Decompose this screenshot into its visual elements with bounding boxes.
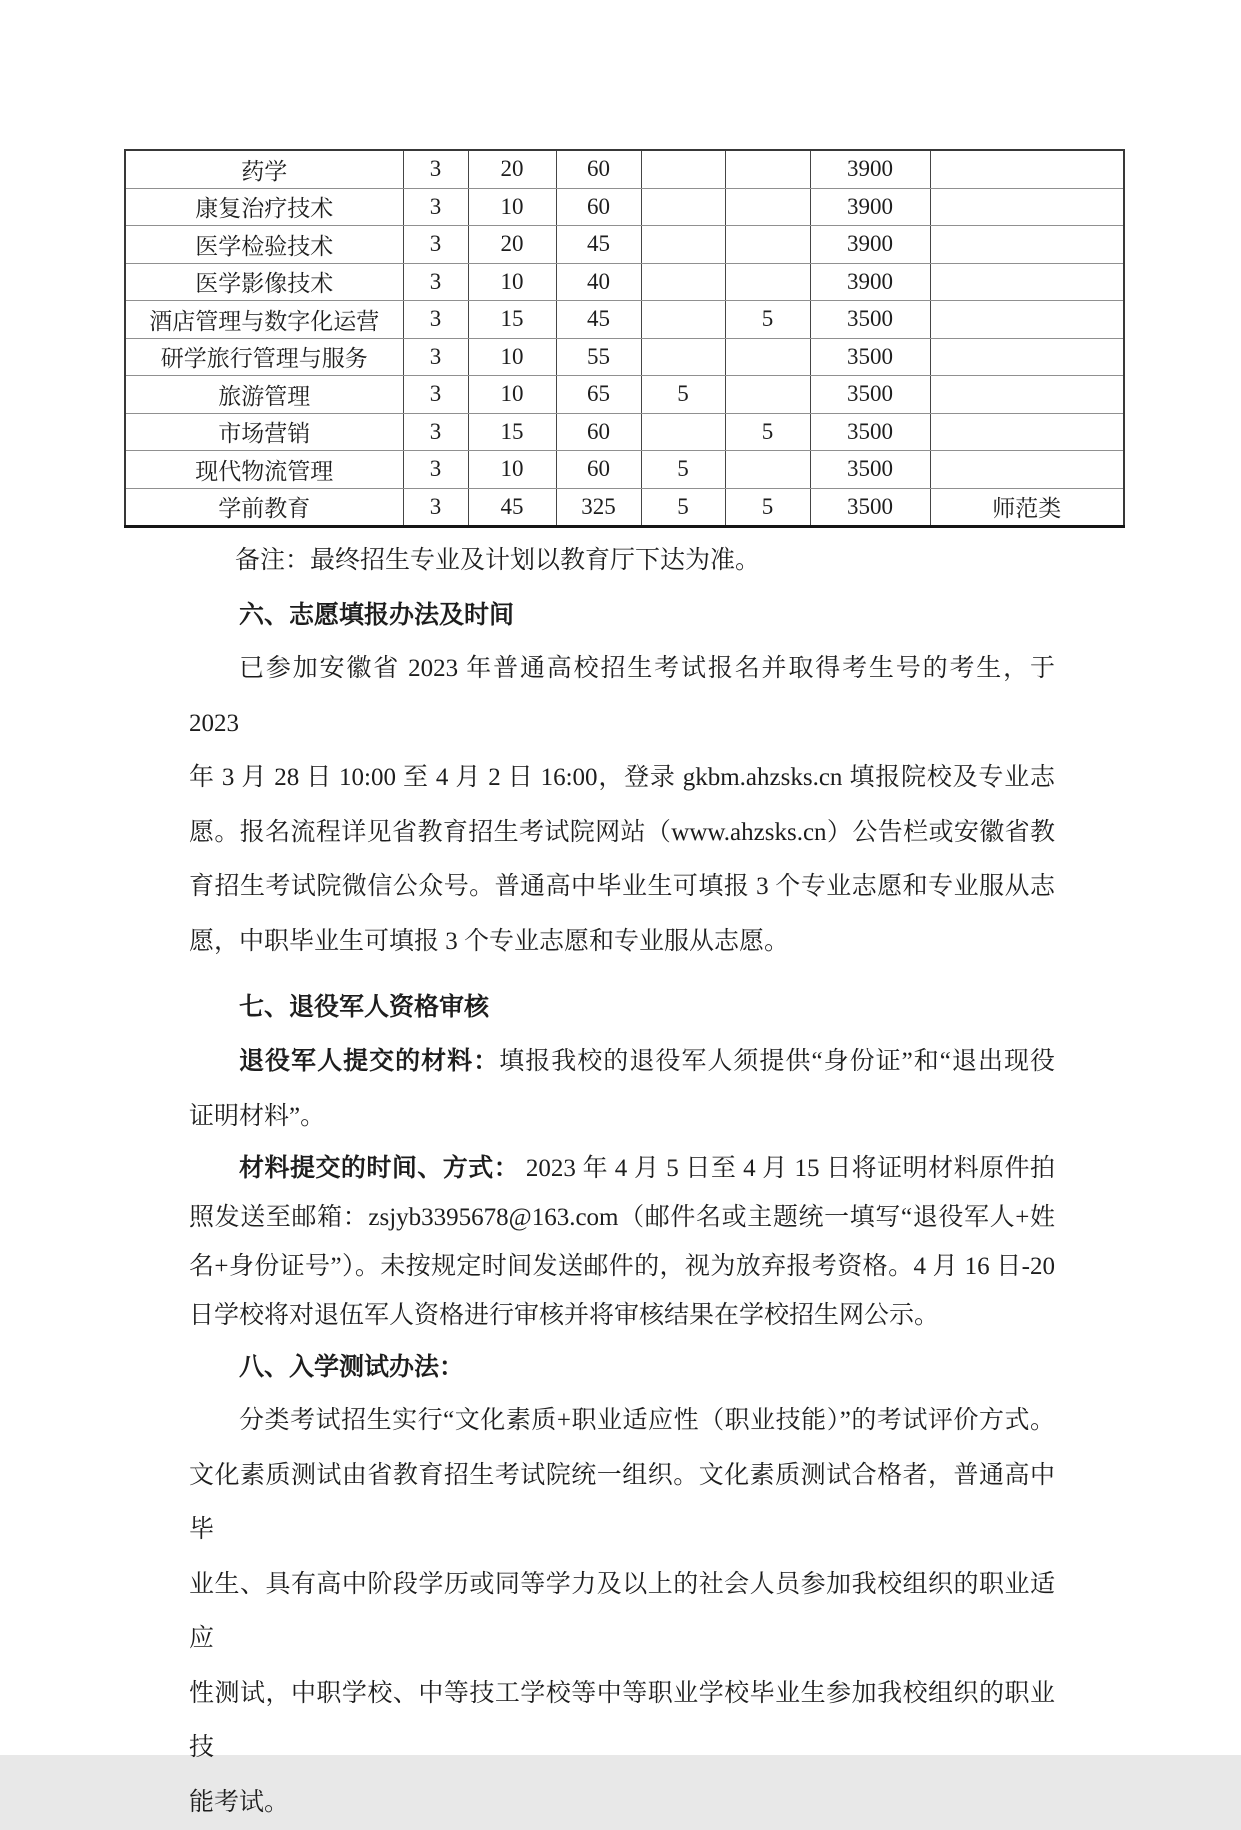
table-cell: 医学影像技术: [125, 263, 403, 301]
table-row: [125, 488, 1124, 527]
table-cell: [641, 301, 725, 339]
table-cell: 60: [556, 413, 641, 451]
table-cell: [930, 226, 1124, 264]
table-cell: [725, 188, 810, 226]
section-six: [189, 588, 1055, 969]
table-cell: 5: [641, 488, 725, 527]
table-cell: [641, 226, 725, 264]
admission-plan-table-body: [125, 150, 1124, 527]
table-cell: [725, 226, 810, 264]
text-line: 退役军人提交的材料：填报我校的退役军人须提供“身份证”和“退出现役: [189, 1034, 1055, 1090]
table-remark: 备注：最终招生专业及计划以教育厅下达为准。: [189, 534, 1055, 588]
text-line: 证明材料”。: [189, 1090, 1055, 1145]
table-cell: 5: [641, 376, 725, 414]
text-line: 分类考试招生实行“文化素质+职业适应性（职业技能）”的考试评价方式。: [189, 1394, 1055, 1449]
table-cell: 3900: [810, 150, 930, 188]
table-cell: [930, 376, 1124, 414]
table-row: [125, 263, 1124, 301]
table-cell: 医学检验技术: [125, 226, 403, 264]
table-cell: 65: [556, 376, 641, 414]
table-cell: 5: [725, 413, 810, 451]
table-cell: 3: [403, 263, 468, 301]
table-cell: [725, 263, 810, 301]
table-cell: 3: [403, 301, 468, 339]
table-cell: 5: [641, 451, 725, 489]
table-cell: [930, 413, 1124, 451]
table-cell: [725, 150, 810, 188]
text-line: 名+身份证号”）。未按规定时间发送邮件的，视为放弃报考资格。4 月 16 日-20: [189, 1242, 1055, 1291]
text-line: 照发送至邮箱：zsjyb3395678@163.com（邮件名或主题统一填写“退役军人+姓: [189, 1193, 1055, 1242]
text-line: 年 3 月 28 日 10:00 至 4 月 2 日 16:00，登录 gkbm.ahzsks.cn 填报院校及专业志: [189, 751, 1055, 806]
table-cell: [930, 150, 1124, 188]
section-seven: [189, 980, 1055, 1340]
text-line: 育招生考试院微信公众号。普通高中毕业生可填报 3 个专业志愿和专业服从志: [189, 860, 1055, 915]
table-cell: [725, 376, 810, 414]
table-row: [125, 301, 1124, 339]
section-eight: [189, 1340, 1055, 1830]
table-cell: 3: [403, 226, 468, 264]
table-cell: [930, 301, 1124, 339]
paragraph: [189, 1034, 1055, 1144]
paragraph: [189, 1144, 1055, 1340]
table-cell: 55: [556, 338, 641, 376]
table-cell: 10: [468, 376, 556, 414]
table-cell: 3: [403, 488, 468, 527]
table-cell: 3500: [810, 338, 930, 376]
table-cell: 45: [556, 226, 641, 264]
text-line: 愿。报名流程详见省教育招生考试院网站（www.ahzsks.cn）公告栏或安徽省教: [189, 806, 1055, 861]
table-cell: 10: [468, 338, 556, 376]
table-cell: [930, 188, 1124, 226]
table-cell: 3900: [810, 188, 930, 226]
table-row: [125, 376, 1124, 414]
table-cell: 3500: [810, 451, 930, 489]
table-cell: 40: [556, 263, 641, 301]
run-in-label: 退役军人提交的材料：: [239, 1047, 499, 1075]
paragraph: [189, 642, 1055, 969]
table-cell: 3: [403, 188, 468, 226]
table-cell: 3500: [810, 301, 930, 339]
table-cell: 15: [468, 301, 556, 339]
section-heading: 八、入学测试办法：: [189, 1340, 1055, 1394]
table-cell: 3: [403, 413, 468, 451]
table-cell: 3500: [810, 376, 930, 414]
document-body: [189, 534, 1055, 1830]
table-cell: [641, 188, 725, 226]
table-cell: 师范类: [930, 488, 1124, 527]
section-heading: 七、退役军人资格审核: [189, 980, 1055, 1034]
table-cell: 3: [403, 150, 468, 188]
table-cell: 3900: [810, 263, 930, 301]
table-cell: 10: [468, 451, 556, 489]
table-row: [125, 226, 1124, 264]
text-line: 日学校将对退伍军人资格进行审核并将审核结果在学校招生网公示。: [189, 1291, 1055, 1340]
table-cell: 研学旅行管理与服务: [125, 338, 403, 376]
table-cell: 学前教育: [125, 488, 403, 527]
table-cell: [930, 451, 1124, 489]
table-cell: [725, 338, 810, 376]
text-line: 材料提交的时间、方式： 2023 年 4 月 5 日至 4 月 15 日将证明材料原件拍: [189, 1144, 1055, 1193]
run-in-label: 材料提交的时间、方式：: [239, 1154, 519, 1182]
table-cell: 旅游管理: [125, 376, 403, 414]
table-cell: [725, 451, 810, 489]
section-heading: 六、志愿填报办法及时间: [189, 588, 1055, 642]
table-cell: 20: [468, 226, 556, 264]
table-row: [125, 338, 1124, 376]
table-row: [125, 150, 1124, 188]
admission-plan-table: [124, 149, 1125, 528]
table-cell: [641, 150, 725, 188]
table-cell: 20: [468, 150, 556, 188]
table-cell: 现代物流管理: [125, 451, 403, 489]
table-cell: 3900: [810, 226, 930, 264]
table-cell: 15: [468, 413, 556, 451]
table-cell: 药学: [125, 150, 403, 188]
table-cell: 5: [725, 488, 810, 527]
table-cell: 60: [556, 188, 641, 226]
table-cell: 10: [468, 263, 556, 301]
table-cell: 60: [556, 451, 641, 489]
text-line: 性测试，中职学校、中等技工学校等中等职业学校毕业生参加我校组织的职业技: [189, 1667, 1055, 1776]
table-cell: 325: [556, 488, 641, 527]
table-row: [125, 451, 1124, 489]
table-cell: [641, 338, 725, 376]
table-cell: 康复治疗技术: [125, 188, 403, 226]
text-line: 业生、具有高中阶段学历或同等学力及以上的社会人员参加我校组织的职业适应: [189, 1558, 1055, 1667]
table-cell: 3500: [810, 413, 930, 451]
paragraph: [189, 1394, 1055, 1830]
table-cell: 市场营销: [125, 413, 403, 451]
table-cell: 3: [403, 451, 468, 489]
table-cell: 60: [556, 150, 641, 188]
table-cell: 酒店管理与数字化运营: [125, 301, 403, 339]
table-cell: 3500: [810, 488, 930, 527]
text-line: 能考试。: [189, 1776, 1055, 1830]
table-cell: 5: [725, 301, 810, 339]
text-line: 愿，中职毕业生可填报 3 个专业志愿和专业服从志愿。: [189, 915, 1055, 970]
table-cell: [930, 263, 1124, 301]
table-cell: 45: [556, 301, 641, 339]
table-cell: 3: [403, 376, 468, 414]
table-row: [125, 188, 1124, 226]
table-cell: 3: [403, 338, 468, 376]
table-cell: 10: [468, 188, 556, 226]
table-row: [125, 413, 1124, 451]
table-cell: [641, 413, 725, 451]
table-cell: 45: [468, 488, 556, 527]
table-cell: [641, 263, 725, 301]
table-cell: [930, 338, 1124, 376]
text-line: 已参加安徽省 2023 年普通高校招生考试报名并取得考生号的考生，于 2023: [189, 642, 1055, 751]
text-line: 文化素质测试由省教育招生考试院统一组织。文化素质测试合格者，普通高中毕: [189, 1449, 1055, 1558]
